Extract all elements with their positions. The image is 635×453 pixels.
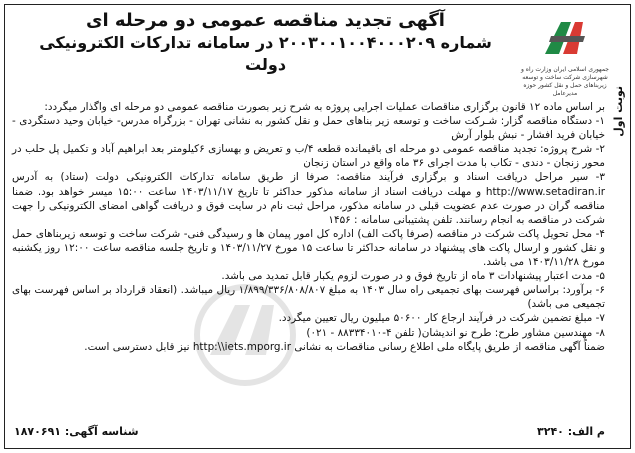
closing-note: ضمناً آگهی مناقصه از طریق پایگاه ملی اطلاع رسانی مناقصات به نشانی http:\\iets.mporg.ir نیز قابل دسترسی است. <box>84 340 605 353</box>
clause-1: ۱- دستگاه مناقصه گزار: شـرکت ساخت و توسعه زیر بناهای حمل و نقل کشور به نشانی تهران - بزرگراه مدرس- خیابان وحید دستگردی - خیابان فرید افشار - نبش بلوار آرش <box>12 115 605 142</box>
clause-4: ۴- محل تحویل پاکت شرکت در مناقصه (صرفا پاکت الف) اداره کل امور پیمان ها و رسیدگی فنی- شرکت ساخت و توسعه زیربناهای حمل و نقل کشور و ارسال پاکت های پیشنهاد در سامانه حداکثر تا ساعت ۱۵ مورخ ۱۴۰۳/۱۱/۲۷ و تاریخ جلسه مناقصه ساعت ۱۲:۰۰ روز یکشنبه مورخ ۱۴۰۳/۱۱/۲۸ می باشد. <box>12 227 605 269</box>
clause-2: ۲- شرح پروژه: تجدید مناقصه عمومی دو مرحله ای باقیمانده قطعه ۴/ب و تعریض و بهسازی ۶کیلومتر بعد ابراهیم آباد و تکمیل پل حلب در محور زنجان - دندی - تکاب با مدت اجرای ۳۶ ماه واقع در استان زنجان <box>12 143 605 170</box>
clause-7: ۷- مبلغ تضمین شرکت در فرآیند ارجاع کار ۵۰۶۰۰ میلیون ریال تعیین میگردد. <box>278 312 605 325</box>
side-tab <box>609 56 627 166</box>
side-tab-label: نوبت اول <box>611 85 625 137</box>
ad-id: شناسه آگهی: ۱۸۷۰۶۹۱ <box>14 425 139 438</box>
ad-headline <box>16 10 515 76</box>
road-logo-icon <box>537 14 593 64</box>
organization-name: جمهوری اسلامی ایران وزارت راه و شهرسازی شرکت ساخت و توسعه زیربناهای حمل و نقل کشور حوزه مدیرعامل <box>521 66 609 97</box>
ad-footer <box>14 425 605 441</box>
headline-subtitle: شماره ۲۰۰۳۰۰۱۰۰۴۰۰۰۲۰۹ در سامانه تدارکات الکترونیکی دولت <box>39 33 492 74</box>
clause-8: ۸- مهندسین مشاور طرح: طرح نو اندیشان( تلفن ۴-۸۸۳۳۴۰۱۰ - ۰۲۱) <box>306 326 605 339</box>
headline-title: آگهی تجدید مناقصه عمومی دو مرحله ای <box>86 10 445 31</box>
organization-logo <box>521 14 609 98</box>
clause-6: ۶- برآورد: براساس فهرست بهای تجمیعی راه سال ۱۴۰۳ به مبلغ ۱/۸۹۹/۳۳۶/۸۰۸/۸۰۷ ریال میباشد. (انعقاد قرارداد بر اساس فهرست بهای تجمیعی می باشد) <box>12 284 605 311</box>
clause-5: ۵- مدت اعتبار پیشنهادات ۳ ماه از تاریخ فوق و در صورت لزوم یکبار قابل تمدید می باشد. <box>221 270 605 283</box>
clause-3: ۳- سیر مراحل دریافت اسناد و برگزاری فرآیند مناقصه: صرفا از طریق سامانه تدارکات الکترونیکی دولت (ستاد) به آدرس http://www.setadiran.ir و مهلت دریافت اسناد از سامانه مذکور حداکثر تا تاریخ ۱۴۰۳/۱۱/۱۷ ساعت ۱۵:۰۰ میسر خواهد بود. ضمنا مناقصه گران در صورت عدم عضویت قبلی در سامانه مذکور، مراحل ثبت نام در سایت فوق و دریافت گواهی امضای الکترونیکی را جهت شرکت در مناقصه به انجام رسانند. تلفن پشتیبانی سامانه : ۱۴۵۶ <box>12 171 605 226</box>
ad-code: م الف: ۳۲۴۰ <box>537 425 605 438</box>
intro-paragraph: بر اساس ماده ۱۲ قانون برگزاری مناقصات عملیات اجرایی پروژه به شرح زیر بصورت مناقصه عمومی دو مرحله ای واگذار میگردد: <box>44 101 605 113</box>
ad-body <box>12 100 605 354</box>
